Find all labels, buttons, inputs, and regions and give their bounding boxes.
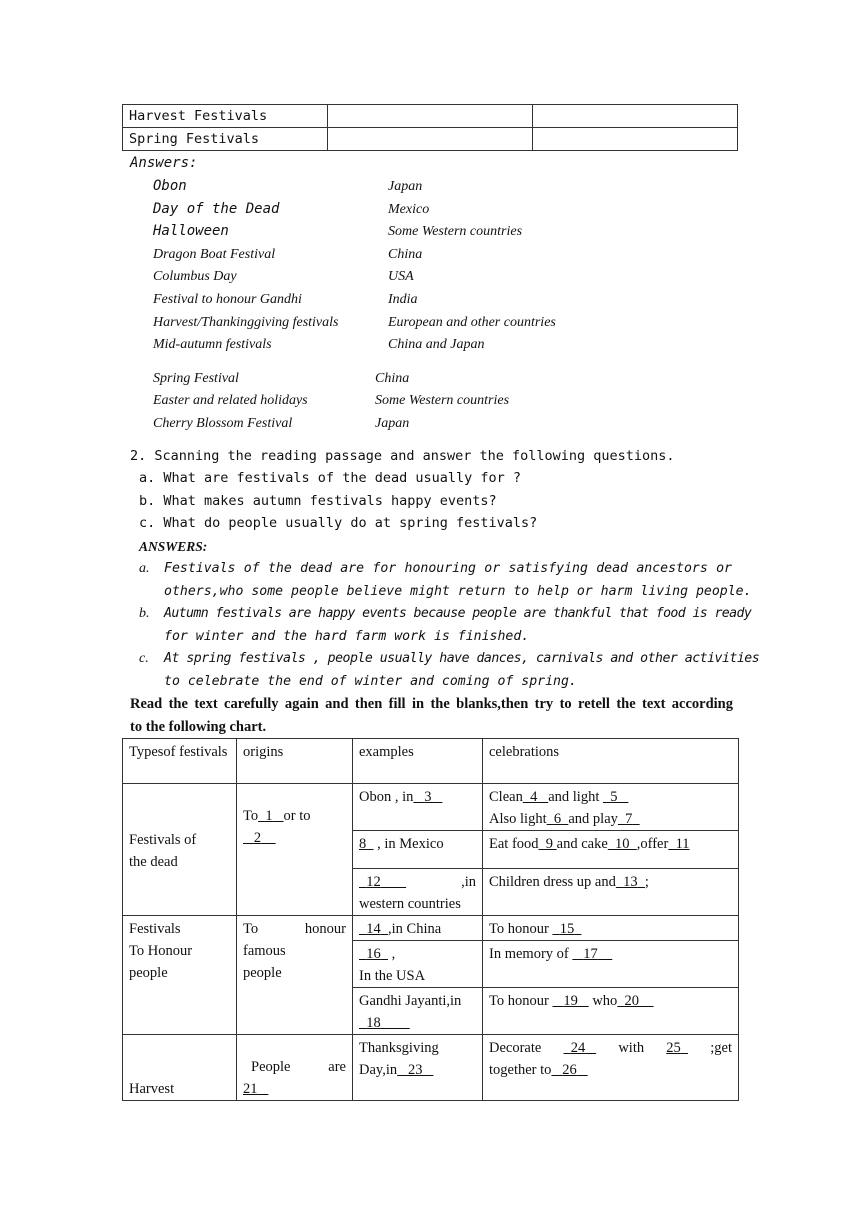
answer-festival: Columbus Day: [153, 269, 237, 284]
origin-honour: To honour famous people: [237, 916, 353, 1035]
answer-place: China and Japan: [388, 337, 485, 352]
answer-festival: Harvest/Thankinggiving festivals: [153, 315, 339, 330]
question-item: a. What are festivals of the dead usually for ?: [139, 470, 522, 486]
row-label-spring: Spring Festivals: [123, 128, 328, 151]
answer-place: China: [375, 371, 410, 386]
answer-place: India: [388, 292, 418, 307]
table-row: [123, 916, 739, 941]
answers-heading-caps: ANSWERS:: [139, 539, 208, 554]
celebration-day-of-dead: Eat food 9 and cake 10 ,offer 11: [483, 831, 739, 869]
table-row: [123, 105, 738, 128]
answer-festival: Halloween: [153, 223, 229, 239]
answer-text: for winter and the hard farm work is finished.: [164, 629, 530, 644]
example-day-of-dead: 8 , in Mexico: [353, 831, 483, 869]
answer-place: China: [388, 247, 423, 262]
answer-festival: Obon: [153, 178, 187, 194]
table-row: [123, 784, 739, 831]
origin-dead: To 1 or to 2: [237, 784, 353, 916]
celebration-columbus: In memory of 17: [483, 941, 739, 988]
answer-mark: c.: [139, 651, 149, 666]
empty-cell: [533, 105, 738, 128]
celebration-thanksgiving: Decorate 24 with 25 ;get together to 26: [483, 1035, 739, 1101]
answer-place: Japan: [388, 179, 423, 194]
example-dragon-boat: 14 ,in China: [353, 916, 483, 941]
type-harvest: Harvest: [123, 1035, 237, 1101]
answer-festival: Easter and related holidays: [153, 393, 308, 408]
answer-text: Autumn festivals are happy events because people are thankful that food is ready: [164, 606, 752, 621]
answer-mark: b.: [139, 606, 150, 621]
example-halloween: 12 ,in western countries: [353, 869, 483, 916]
header-origins: origins: [237, 739, 353, 784]
answer-mark: a.: [139, 561, 150, 576]
answer-text: to celebrate the end of winter and coming of spring.: [164, 674, 577, 689]
question-item: b. What makes autumn festivals happy events?: [139, 493, 497, 509]
answer-place: Some Western countries: [388, 224, 523, 239]
empty-cell: [328, 128, 533, 151]
table-row: [123, 128, 738, 151]
example-gandhi: Gandhi Jayanti,in 18: [353, 988, 483, 1035]
answer-festival: Spring Festival: [153, 371, 239, 386]
answers-heading: Answers:: [130, 155, 198, 171]
celebration-dragon-boat: To honour 15: [483, 916, 739, 941]
answer-festival: Day of the Dead: [153, 201, 280, 217]
answer-place: Japan: [375, 416, 410, 431]
empty-cell: [328, 105, 533, 128]
row-label-harvest: Harvest Festivals: [123, 105, 328, 128]
answer-festival: Dragon Boat Festival: [153, 247, 276, 262]
answer-text: At spring festivals , people usually have dances, carnivals and other activities: [164, 651, 760, 666]
festival-places-table: [122, 104, 738, 151]
table-row: [123, 1035, 739, 1101]
origin-harvest: People are 21: [237, 1035, 353, 1101]
answer-place: Some Western countries: [375, 393, 510, 408]
example-obon: Obon , in 3: [353, 784, 483, 831]
header-examples: examples: [353, 739, 483, 784]
answer-place: Mexico: [388, 202, 430, 217]
answer-text: Festivals of the dead are for honouring or satisfying dead ancestors or: [164, 561, 732, 576]
type-honour: Festivals To Honour people: [123, 916, 237, 1035]
answer-festival: Festival to honour Gandhi: [153, 292, 302, 307]
answer-place: USA: [388, 269, 414, 284]
answer-festival: Cherry Blossom Festival: [153, 416, 293, 431]
answer-festival: Mid-autumn festivals: [153, 337, 272, 352]
example-columbus: 16 , In the USA: [353, 941, 483, 988]
answer-text: others,who some people believe might return to help or harm living people.: [164, 584, 752, 599]
answer-place: European and other countries: [388, 315, 556, 330]
festival-chart-table: [122, 738, 739, 1101]
celebration-halloween: Children dress up and 13 ;: [483, 869, 739, 916]
example-thanksgiving: Thanksgiving Day,in 23: [353, 1035, 483, 1101]
retell-instruction: Read the text carefully again and then fill in the blanks,then try to retell the text according: [130, 696, 733, 712]
header-celebrations: celebrations: [483, 739, 739, 784]
empty-cell: [533, 128, 738, 151]
celebration-gandhi: To honour 19 who 20: [483, 988, 739, 1035]
celebration-obon: Clean 4 and light 5 Also light 6 and play 7: [483, 784, 739, 831]
type-dead: Festivals of the dead: [123, 784, 237, 916]
header-types: Typesof festivals: [123, 739, 237, 784]
question-item: c. What do people usually do at spring festivals?: [139, 515, 538, 531]
question-2-instruction: 2. Scanning the reading passage and answer the following questions.: [130, 448, 675, 464]
retell-instruction-cont: to the following chart.: [130, 719, 267, 735]
table-header-row: [123, 739, 739, 784]
